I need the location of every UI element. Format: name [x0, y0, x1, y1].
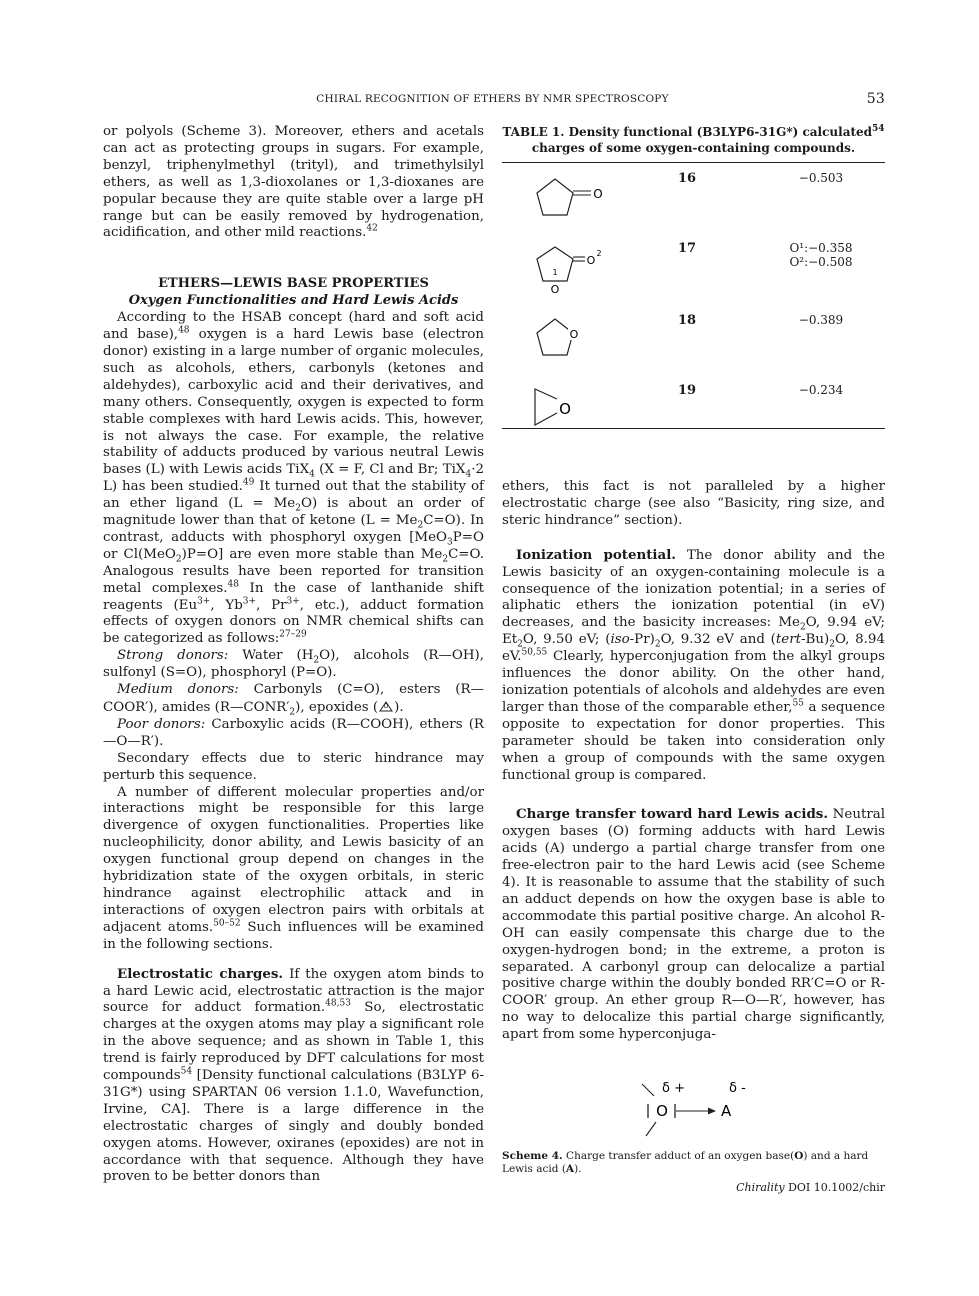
charge-value: −0.389: [798, 313, 844, 327]
paragraph: Secondary effects due to steric hindrance may perturb this sequence.: [103, 750, 484, 783]
svg-text:O: O: [593, 187, 603, 201]
charge-value: O¹:−0.358 O²:−0.508: [789, 241, 853, 269]
paragraph: Charge transfer toward hard Lewis acids. Neutral oxygen bases (O) forming adducts with hard Lewis acids (A) undergo a partial charge transfer from one free-electron pair to the hard Lewis acid (see Scheme 4). It is reasonable to assume that the stability of such an adduct depends on how the oxygen base is able to accommodate this partial positive charge. An alcohol R-OH can easily compensate this charge due to the oxygen-hydrogen bond; in the extreme, a proton is separated. A carbonyl group can delocalize a partial positive charge within the doubly bonded RR′C=O or R-COOR′ group. An ether group R—O—R′, however, has no way to delocalize this partial charge significantly, apart from some hyperconjuga-: [502, 806, 885, 1043]
svg-text:1: 1: [552, 268, 558, 277]
table-row: [502, 165, 885, 235]
epoxide-icon: [378, 699, 394, 713]
right-column: [502, 479, 885, 1044]
lactone-structure: [527, 239, 617, 299]
svg-text:δ +: δ +: [662, 1081, 685, 1096]
scheme-4-diagram: [628, 1078, 758, 1138]
cyclopentanone-structure: [527, 169, 617, 229]
page-number: 53: [866, 91, 885, 107]
paragraph: A number of different molecular properties and/or interactions might be responsible for this large divergence of oxygen functionalities. Properties like nucleophilicity, donor ability, and Lewis basicity of an oxygen functional group depend on changes in the hybridization state of the oxygen orbitals, in steric hindrance against electrophilic attack and in interactions of oxygen electron pairs with orbitals at adjacent atoms.$^{50-52}$ Such influences will be examined in the following sections.: [103, 784, 484, 952]
table-1: [502, 162, 885, 429]
svg-text:O: O: [383, 703, 389, 710]
running-head: [100, 93, 885, 111]
svg-text:O: O: [550, 283, 560, 296]
charge-value: −0.234: [798, 383, 844, 397]
charge-value: −0.503: [798, 171, 844, 185]
compound-number: 18: [678, 313, 697, 328]
paragraph: According to the HSAB concept (hard and soft acid and base),$^{48}$ oxygen is a hard Lewis base (electron donor) existing in a large number of organic molecules, such as alcohols, ethers, carbonyls (ketones and aldehydes), carboxylic acid and their derivatives, and many others. Consequently, oxygen is expected to form stable complexes with hard Lewis acids. This, however, is not always the case. For example, the relative stability of adducts produced by various neutral Lewis bases (L) with Lewis acids TiX$_4$ (X = F, Cl and Br; TiX$_4$·2 L) has been studied.$^{49}$ It turned out that the stability of an ether ligand $(L = Me_2O)$ is about an order of magnitude lower than that of ketone $(L = Me_2C=O)$. In contrast, adducts with phosphoryl oxygen [MeO$_3$P=O or Cl(MeO$_2$)P=O] are even more stable than $Me_2C=O$. Analogous results have been reported for transition metal complexes.$^{48}$ In the case of lanthanide shift reagents ($Eu^{3+}$, $Yb^{3+}$, $Pr^{3+}$, etc.), adduct formation effects of oxygen donors on NMR chemical shifts can be categorized as follows:$^{27-29}$: [103, 310, 485, 647]
svg-text:O: O: [569, 328, 579, 341]
paragraph: or polyols (Scheme 3). Moreover, ethers and acetals can act as protecting groups in sugars. For example, benzyl, triphenylmethyl (trityl), and trimethylsilyl ethers, as well as 1,3-dioxolanes or 1,3-dioxanes are popular because they are quite stable over a large pH range but can be easily removed by hydrogenation, acidification, and other mild reactions.$^{42}$: [103, 124, 484, 241]
left-column: [103, 124, 484, 1186]
table-row: [502, 307, 885, 377]
svg-text:A: A: [721, 1102, 732, 1120]
svg-text:O: O: [559, 400, 571, 418]
svg-text:2: 2: [596, 249, 602, 258]
footer-doi: Chirality DOI 10.1002/chir: [736, 1181, 885, 1194]
paragraph: Ionization potential. The donor ability and the Lewis basicity of an oxygen-containing molecule is a consequence of the ionization potential; in a series of aliphatic ethers the ionization potential (in eV) decreases, and the basicity increases: $Me_2O$, 9.94 eV; $Et_2O$, 9.50 eV; $(iso-Pr)_2O$, 9.32 eV and $(tert-Bu)_2O$, 8.94 eV.$^{50,55}$ Clearly, hyperconjugation from the alkyl groups influences the donor ability. On the other hand, ionization potentials of alcohols and aldehydes are even larger than those of the comparable ether,$^{55}$ a sequence opposite to expectation for donor properties. This parameter should be taken into consideration only when a group of compounds with the same oxygen functional group is compared.: [502, 546, 886, 783]
subsection-heading: Oxygen Functionalities and Hard Lewis Acids: [128, 293, 459, 309]
svg-text:O: O: [586, 254, 596, 267]
running-title: CHIRAL RECOGNITION OF ETHERS BY NMR SPECTROSCOPY: [316, 93, 669, 105]
tetrahydrofuran-structure: [527, 311, 617, 371]
donor-class-poor: Poor donors: Carboxylic acids (R—COOH), ethers (R—O—R′).: [103, 716, 484, 749]
table-row: [502, 235, 885, 305]
compound-number: 16: [678, 171, 697, 186]
table-row: [502, 377, 885, 447]
oxetane-structure: [527, 381, 617, 441]
compound-number: 19: [678, 383, 697, 398]
paragraph: Electrostatic charges. If the oxygen atom binds to a hard Lewic acid, electrostatic attraction is the major source for adduct formation.$^{48,53}$ So, electrostatic charges at the oxygen atoms may play a significant role in the above sequence; and as shown in Table 1, this trend is fairly reproduced by DFT calculations for most compounds$^{54}$ [Density functional calculations (B3LYP 6-31G*) using SPARTAN 06 version 1.1.0, Wavefunction, Irvine, CA]. There is a large difference in the electrostatic charges of singly and doubly bonded oxygen atoms. However, oxiranes (epoxides) are not in accordance with that sequence. Although they have proven to be better donors than: [103, 965, 484, 1185]
paragraph: ethers, this fact is not paralleled by a higher electrostatic charge (see also “Basicity, ring size, and steric hindrance” section).: [502, 479, 885, 528]
table-caption: TABLE 1. Density functional (B3LYP6-31G*) calculated$^{54}$ charges of some oxygen-containing compounds.: [502, 124, 885, 155]
scheme-caption: Scheme 4. Charge transfer adduct of an oxygen base(O) and a hard Lewis acid (A).: [502, 1150, 869, 1175]
donor-class-medium: Medium donors: Carbonyls (C=O), esters (R—COOR′), amides $(R—CONR'_2)$, epoxides ( O ).: [103, 682, 484, 718]
svg-text:O: O: [656, 1102, 668, 1120]
section-heading: ETHERS—LEWIS BASE PROPERTIES: [158, 276, 429, 292]
svg-text:δ -: δ -: [729, 1081, 746, 1096]
compound-number: 17: [678, 241, 697, 256]
donor-class-strong: Strong donors: Water $(H_2O)$, alcohols (R—OH), sulfonyl (S=O), phosphoryl (P=O).: [103, 648, 484, 681]
